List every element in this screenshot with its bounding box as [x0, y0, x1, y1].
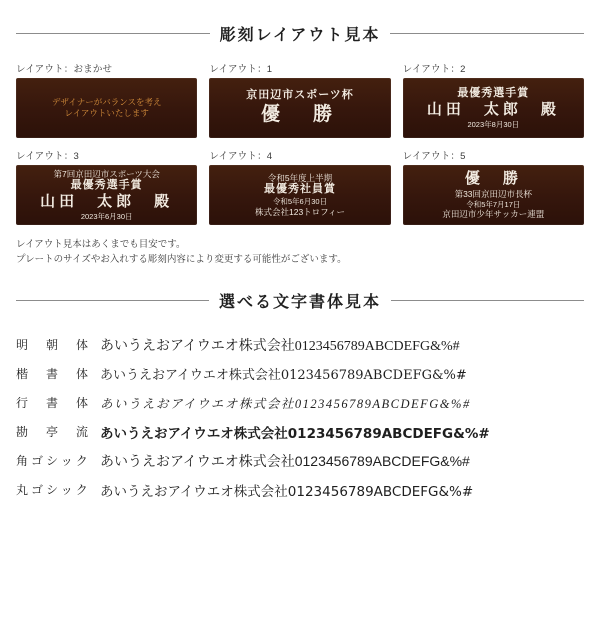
font-name: 角ゴシック [16, 454, 91, 469]
plate-line: 第33回京田辺市長杯 [454, 189, 533, 200]
layout-sample-label: レイアウト：5 [402, 151, 466, 162]
plate-line: 令和5年度上半期 [267, 172, 333, 183]
layout-sample-cell [403, 61, 584, 138]
layout-sample-label: レイアウト：4 [209, 151, 273, 162]
plate-line: 優 勝 [464, 170, 522, 188]
layout-sample-label: レイアウト：2 [402, 64, 466, 75]
plate-line: 最優秀選手賞 [457, 87, 530, 100]
layout-sample-cell [209, 61, 390, 138]
plate-line: 第7回京田辺市スポーツ大会 [53, 168, 160, 179]
font-sample-text: あいうえおアイウエオ株式会社0123456789ABCDEFG&%# [100, 425, 490, 442]
engraving-plate [209, 165, 390, 225]
plate-line: 最優秀社員賞 [263, 183, 336, 196]
plate-line: 山田 太郎 殿 [40, 193, 174, 211]
plate-line: 京田辺市スポーツ杯 [246, 89, 354, 102]
font-section-title: 選べる文字書体見本 [219, 294, 382, 312]
heading-rule-right [391, 300, 584, 301]
font-name: 明 朝 体 [16, 338, 92, 353]
font-sample-row [16, 446, 584, 475]
font-sample-row [16, 475, 584, 504]
engraving-plate [16, 165, 197, 225]
engraving-plate [403, 165, 584, 225]
plate-line: デザイナーがバランスを考え [51, 97, 162, 108]
heading-rule-left [16, 33, 210, 34]
font-sample-text: あいうえおアイウエオ株式会社0123456789ABCDEFG&%# [100, 452, 470, 469]
plate-line: 株式会社123トロフィー [254, 206, 345, 217]
plate-line: 令和5年7月17日 [466, 199, 521, 209]
layout-sample-label: レイアウト：1 [209, 64, 273, 75]
plate-line: 山田 太郎 殿 [426, 100, 560, 118]
plate-line: 最優秀選手賞 [70, 179, 143, 192]
font-section-heading [16, 289, 584, 312]
engraving-plate [209, 78, 390, 138]
layout-sample-cell [209, 148, 390, 225]
layout-sample-grid [16, 61, 584, 225]
plate-line: 京田辺市少年サッカー連盟 [442, 209, 545, 220]
font-sample-row [16, 417, 584, 446]
plate-line: 2023年8月30日 [467, 119, 520, 129]
font-sample-text: あいうえおアイウエオ株式会社0123456789ABCDEFG&%# [100, 338, 460, 354]
engraving-plate [403, 78, 584, 138]
layout-disclaimer [16, 237, 584, 267]
layout-section-title: 彫刻レイアウト見本 [219, 27, 381, 44]
plate-line: レイアウトいたします [64, 108, 149, 118]
font-sample-text: あいうえおアイウエオ株式会社0123456789ABCDEFG&%# [100, 368, 467, 384]
layout-disclaimer-line: プレートのサイズやお入れする彫刻内容により変更する可能性がございます。 [16, 254, 347, 266]
engraving-sample-page [0, 22, 600, 622]
font-sample-list [16, 330, 584, 504]
plate-line: 令和5年6月30日 [272, 197, 328, 207]
heading-rule-left [16, 300, 209, 301]
heading-rule-right [390, 33, 584, 34]
layout-sample-cell [16, 148, 197, 225]
font-sample-row [16, 359, 584, 388]
engraving-plate [16, 78, 197, 138]
font-sample-row [16, 388, 584, 417]
font-name: 楷 書 体 [16, 367, 92, 382]
plate-line: 2023年6月30日 [80, 211, 133, 221]
layout-sample-cell [403, 148, 584, 225]
layout-disclaimer-line: レイアウト見本はあくまでも目安です。 [16, 239, 186, 250]
font-name: 勘 亭 流 [16, 425, 92, 440]
font-sample-row [16, 330, 584, 359]
layout-sample-label: レイアウト：3 [16, 151, 79, 162]
layout-sample-label: レイアウト：おまかせ [16, 64, 113, 75]
font-name: 行 書 体 [16, 396, 92, 411]
layout-section-heading [16, 22, 584, 45]
font-sample-text: あいうえおアイウエオ株式会社0123456789ABCDEFG&%# [100, 396, 471, 411]
layout-sample-cell [16, 61, 197, 138]
plate-line: 優 勝 [260, 104, 339, 125]
font-name: 丸ゴシック [16, 483, 91, 498]
font-sample-text: あいうえおアイウエオ株式会社0123456789ABCDEFG&%# [100, 483, 474, 500]
